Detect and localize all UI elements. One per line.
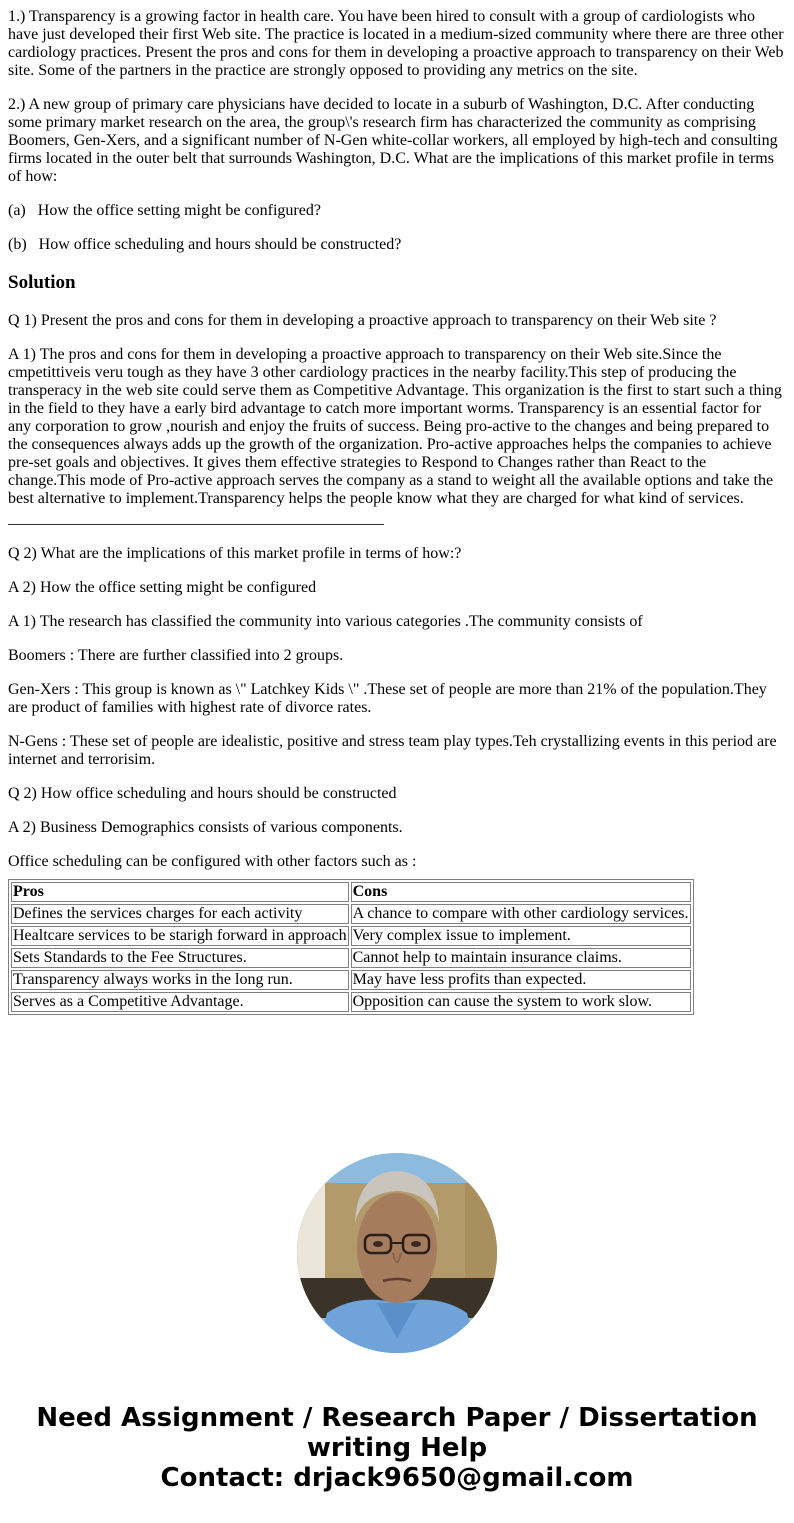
con-cell: A chance to compare with other cardiology services. [352, 905, 689, 922]
con-cell: Very complex issue to implement. [351, 926, 691, 946]
promo-line-2: writing Help [306, 1433, 488, 1463]
solution-q1: Q 1) Present the pros and cons for them in developing a proactive approach to transparency on their Web site ? [8, 312, 717, 329]
con-cell: May have less profits than expected. [351, 970, 691, 990]
con-cell: Cannot help to maintain insurance claims. [351, 948, 691, 968]
question-2: 2.) A new group of primary care physicians have decided to locate in a suburb of Washington, D.C. After conducting some primary market research on the area, the group\'s research firm has characterized the community as comprising Boomers, Gen-Xers, and a significant number of N-Gen white-collar workers, all employed by high-tech and consulting firms located in the outer belt that surrounds Washington, D.C. What are the implications of this market profile in terms of how: [8, 96, 778, 185]
pro-cell: Serves as a Competitive Advantage. [11, 992, 349, 1012]
portrait-image [297, 1153, 497, 1353]
table-row [11, 970, 691, 990]
pro-cell: Transparency always works in the long run. [11, 970, 349, 990]
scheduling-text: Office scheduling can be configured with other factors such as : [8, 853, 417, 870]
header-pros: Pros [11, 882, 349, 902]
solution-a2b: A 2) Business Demographics consists of various components. [8, 819, 403, 836]
pro-cell: Defines the services charges for each activity [11, 904, 349, 924]
promo-banner [0, 1403, 794, 1493]
boomers-text: Boomers : There are further classified into 2 groups. [8, 647, 344, 664]
promo-line-1: Need Assignment / Research Paper / Dissertation [36, 1403, 758, 1433]
solution-heading: Solution [8, 272, 76, 293]
question-2a: (a) How the office setting might be configured? [8, 202, 321, 219]
solution-q2: Q 2) What are the implications of this market profile in terms of how:? [8, 545, 462, 562]
pro-cell: Sets Standards to the Fee Structures. [11, 948, 349, 968]
solution-a1: A 1) The pros and cons for them in developing a proactive approach to transparency on their Web site.Since the cmpetittiveis veru tough as they have 3 other cardiology practices in the nearby facility.This step of producing the transperacy in the web site could serve them as Competitive Advantage. This organization is the first to start such a thing in the field to they have a early bird advantage to catch more important worms. Transparency is an essential factor for any corporation to grow ,nourish and enjoy the fruits of success. Being pro-active to the changes and being prepared to the consequences always adds up the growth of the organization. Pro-active approaches helps the companies to achieve pre-set goals and objectives. It gives them effective strategies to Respond to Changes rather than React to the change.This mode of Pro-active approach serves the company as a stand to weight all the available options and take the best alternative to implement.Transparency helps the people know what they are charged for what kind of services. [8, 346, 782, 507]
table-row [11, 904, 691, 924]
table-header-row [11, 882, 691, 902]
question-2b: (b) How office scheduling and hours should be constructed? [8, 236, 402, 253]
table-row [11, 992, 691, 1012]
solution-a2-intro: A 1) The research has classified the community into various categories .The community consists of [8, 613, 643, 630]
solution-a2-heading: A 2) How the office setting might be configured [8, 579, 317, 596]
pro-cell: Healtcare services to be starigh forward in approach [13, 927, 347, 944]
pros-cons-table [8, 879, 694, 1015]
question-1: 1.) Transparency is a growing factor in health care. You have been hired to consult with a group of cardiologists who have just developed their first Web site. The practice is located in a medium-sized community where there are three other cardiology practices. Present the pros and cons for them in developing a proactive approach to transparency on their Web site. Some of the partners in the practice are strongly opposed to providing any metrics on the site. [8, 8, 784, 79]
genxers-text: Gen-Xers : This group is known as \" Latchkey Kids \" .These set of people are more than 21% of the population.They are product of families with highest rate of divorce rates. [8, 681, 767, 716]
con-cell: Opposition can cause the system to work slow. [351, 992, 691, 1012]
ngens-text: N-Gens : These set of people are idealistic, positive and stress team play types.Teh crystallizing events in this period are internet and terrorisim. [8, 733, 777, 768]
solution-q2b: Q 2) How office scheduling and hours should be constructed [8, 785, 397, 802]
header-cons: Cons [351, 882, 691, 902]
table-row [11, 926, 691, 946]
divider [8, 524, 384, 525]
author-avatar [297, 1153, 497, 1353]
table-row [11, 948, 691, 968]
promo-contact: Contact: drjack9650@gmail.com [160, 1463, 634, 1493]
